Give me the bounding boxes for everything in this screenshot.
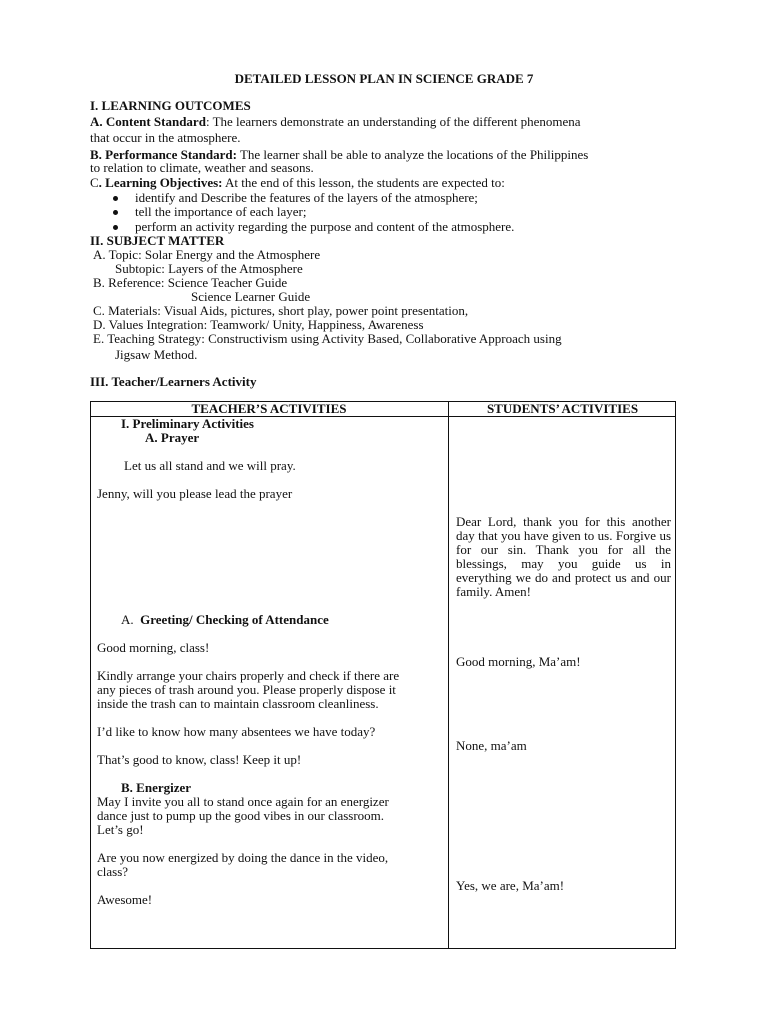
content-standard-continued: that occur in the atmosphere. (90, 130, 241, 145)
student-prayer-response: Dear Lord, thank you for this another day that you have given to us. Forgive us for our sin. Thank you for all the blessings, may you guide us in everything we do and protect us and our family. Amen! (456, 514, 671, 599)
subject-topic: A. Topic: Solar Energy and the Atmosphere (93, 247, 321, 262)
teacher-arrange-line-2: any pieces of trash around you. Please properly dispose it (97, 682, 396, 697)
prayer-heading: A. Prayer (145, 430, 200, 445)
teacher-awesome: Awesome! (97, 892, 153, 907)
subject-strategy: E. Teaching Strategy: Constructivism using Activity Based, Collaborative Approach using (93, 331, 562, 346)
subject-values: D. Values Integration: Teamwork/ Unity, Happiness, Awareness (93, 317, 424, 332)
activity-heading: III. Teacher/Learners Activity (90, 374, 257, 389)
greeting-heading (121, 613, 329, 627)
content-standard (90, 115, 581, 129)
teacher-keep-it-up: That’s good to know, class! Keep it up! (97, 752, 302, 767)
content-standard-label: A. Content Standard (90, 114, 206, 129)
teacher-jenny-line: Jenny, will you please lead the prayer (97, 486, 293, 501)
student-none: None, ma’am (456, 738, 527, 753)
performance-standard-label: B. Performance Standard: (90, 147, 237, 162)
teacher-absentees: I’d like to know how many absentees we have today? (97, 724, 376, 739)
teacher-invite-line-2: dance just to pump up the good vibes in our classroom. (97, 808, 385, 823)
learning-outcomes-heading: I. LEARNING OUTCOMES (90, 98, 251, 113)
student-good-morning: Good morning, Ma’am! (456, 654, 581, 669)
teacher-good-morning: Good morning, class! (97, 640, 210, 655)
greeting-prefix: A. (121, 612, 134, 627)
subject-strategy-continued: Jigsaw Method. (115, 347, 198, 362)
energizer-heading: B. Energizer (121, 780, 192, 795)
teacher-arrange-line-3: inside the trash can to maintain classroom cleanliness. (97, 696, 379, 711)
subject-reference: B. Reference: Science Teacher Guide (93, 275, 288, 290)
subject-reference-learner: Science Learner Guide (191, 289, 311, 304)
teacher-energized-line-1: Are you now energized by doing the dance in the video, (97, 850, 389, 865)
teacher-energized-line-2: class? (97, 864, 129, 879)
objective-bullet-item: identify and Describe the features of the layers of the atmosphere; (135, 190, 478, 205)
teacher-activities-header: TEACHER’S ACTIVITIES (191, 401, 347, 416)
objective-bullet-item: perform an activity regarding the purpose and content of the atmosphere. (135, 219, 515, 234)
greeting-label: Greeting/ Checking of Attendance (140, 612, 329, 627)
performance-standard-continued: to relation to climate, weather and seasons. (90, 160, 314, 175)
teacher-invite-line-1: May I invite you all to stand once again for an energizer (97, 794, 389, 809)
students-activities-header: STUDENTS’ ACTIVITIES (486, 401, 639, 416)
column-divider (448, 401, 449, 949)
document-title: DETAILED LESSON PLAN IN SCIENCE GRADE 7 (234, 71, 534, 86)
teacher-invite-line-3: Let’s go! (97, 822, 144, 837)
learning-objectives-prefix: C (90, 175, 99, 190)
learning-objectives-label: . Learning Objectives: (98, 175, 223, 190)
subject-materials: C. Materials: Visual Aids, pictures, short play, power point presentation, (93, 303, 469, 318)
learning-objectives (90, 176, 505, 190)
performance-standard-text: The learner shall be able to analyze the locations of the Philippines (236, 147, 589, 162)
teacher-pray-line: Let us all stand and we will pray. (124, 458, 296, 473)
preliminary-activities-heading: I. Preliminary Activities (121, 416, 254, 431)
teacher-arrange-line-1: Kindly arrange your chairs properly and check if there are (97, 668, 400, 683)
student-yes: Yes, we are, Ma’am! (456, 878, 565, 893)
subject-matter-heading: II. SUBJECT MATTER (90, 233, 225, 248)
objective-bullet-item: tell the importance of each layer; (135, 204, 307, 219)
learning-objectives-text: At the end of this lesson, the students are expected to: (222, 175, 505, 190)
content-standard-text: : The learners demonstrate an understanding of the different phenomena (205, 114, 581, 129)
subject-subtopic: Subtopic: Layers of the Atmosphere (115, 261, 303, 276)
